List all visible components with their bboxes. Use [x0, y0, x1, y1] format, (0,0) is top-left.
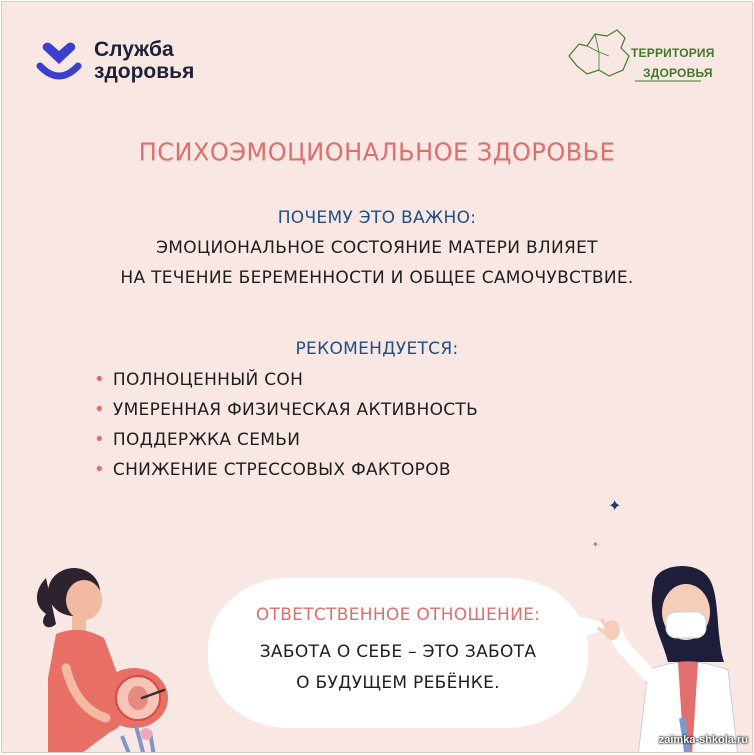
list-item: [94, 395, 478, 425]
sparkle-icon: ✦: [608, 496, 622, 515]
territoriya-zdorovya-logo: [565, 26, 715, 86]
bubble-title: ОТВЕТСТВЕННОЕ ОТНОШЕНИЕ:: [255, 605, 541, 625]
list-item-label: УМЕРЕННАЯ ФИЗИЧЕСКАЯ АКТИВНОСТЬ: [112, 400, 479, 420]
why-text-line1: ЭМОЦИОНАЛЬНОЕ СОСТОЯНИЕ МАТЕРИ ВЛИЯЕТ: [156, 238, 598, 258]
logo-line2: здоровья: [94, 60, 195, 83]
heart-smile-logo-icon: [36, 38, 82, 84]
list-item-label: СНИЖЕНИЕ СТРЕССОВЫХ ФАКТОРОВ: [112, 460, 451, 480]
recommended-heading: РЕКОМЕНДУЕТСЯ:: [295, 339, 459, 359]
infographic-card: [1, 1, 753, 753]
logo-text: [94, 39, 194, 83]
list-item: [94, 425, 478, 455]
list-item: [94, 455, 478, 485]
bullet-dot: •: [94, 369, 105, 390]
list-item: [94, 365, 478, 395]
logo-right-line2: ЗДОРОВЬЯ: [643, 66, 713, 80]
pregnant-woman-illustration: [26, 558, 196, 753]
bullet-dot: •: [94, 459, 105, 480]
bullet-dot: •: [94, 429, 105, 450]
sparkle-icon: ✦: [592, 540, 599, 549]
logo-right-line1: ТЕРРИТОРИЯ: [631, 46, 715, 60]
bubble-text-line2: О БУДУЩЕМ РЕБЁНКЕ.: [296, 673, 500, 693]
why-heading: ПОЧЕМУ ЭТО ВАЖНО:: [277, 208, 477, 228]
doctor-illustration: [598, 558, 752, 753]
page-title: ПСИХОЭМОЦИОНАЛЬНОЕ ЗДОРОВЬЕ: [138, 137, 616, 167]
why-text-line2: НА ТЕЧЕНИЕ БЕРЕМЕННОСТИ И ОБЩЕЕ САМОЧУВСТВИЕ.: [120, 268, 634, 288]
watermark: zaimka-shkola.ru: [658, 734, 748, 746]
bubble-text-line1: ЗАБОТА О СЕБЕ – ЭТО ЗАБОТА: [259, 642, 537, 662]
bullet-dot: •: [94, 399, 105, 420]
recommended-list: [94, 365, 478, 485]
list-item-label: ПОДДЕРЖКА СЕМЬИ: [112, 430, 301, 450]
logo-line1: Служба: [94, 38, 174, 61]
list-item-label: ПОЛНОЦЕННЫЙ СОН: [112, 370, 304, 390]
sluzhba-zdorovya-logo: [36, 38, 194, 84]
